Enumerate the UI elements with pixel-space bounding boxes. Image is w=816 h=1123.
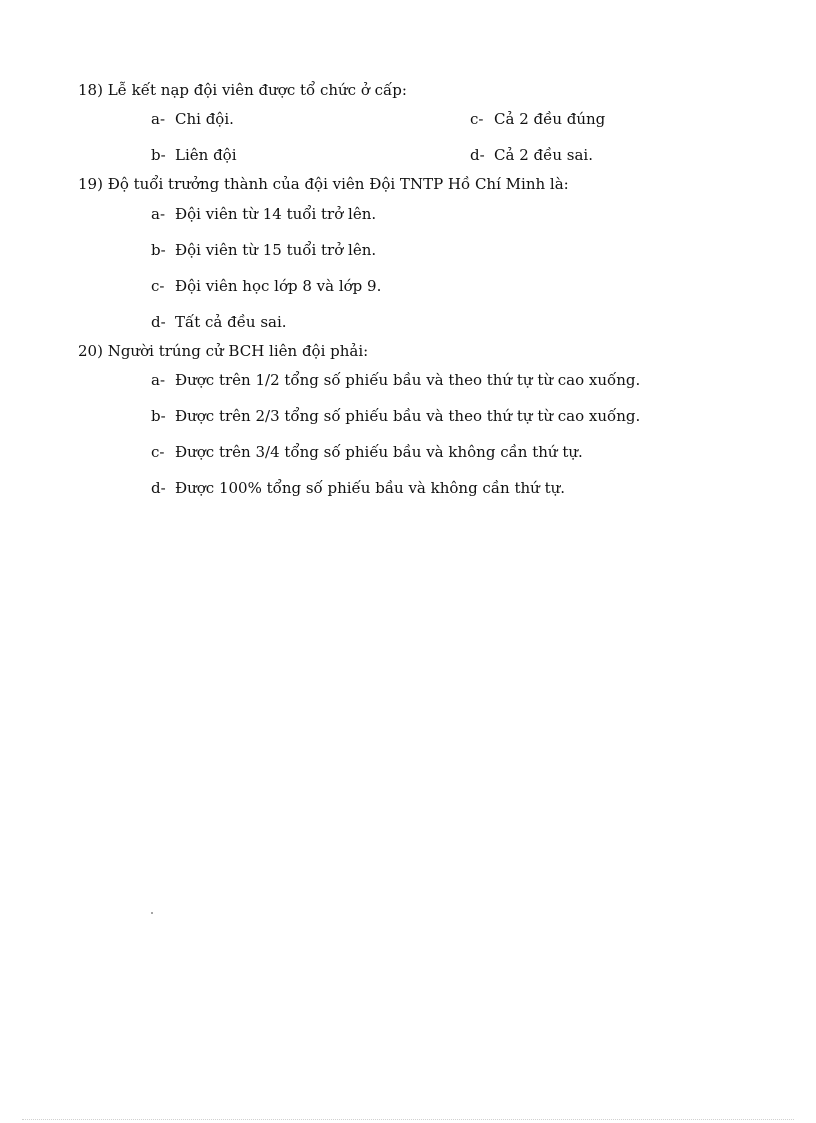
option-text: Chi đội.: [175, 110, 234, 128]
question-20-option-c: [151, 442, 583, 462]
stray-mark: [151, 912, 153, 914]
question-18-option-b: [151, 145, 237, 165]
question-20-option-d: [151, 478, 565, 498]
option-letter: d-: [151, 479, 166, 497]
page-bottom-divider: [22, 1119, 794, 1120]
option-letter: c-: [151, 277, 165, 295]
option-text: Tất cả đều sai.: [175, 313, 287, 331]
question-20-option-a: [151, 370, 640, 390]
question-18-option-d: [470, 145, 593, 165]
option-text: Đội viên từ 15 tuổi trở lên.: [175, 241, 377, 259]
option-letter: b-: [151, 241, 166, 259]
option-letter: d-: [151, 313, 166, 331]
option-letter: c-: [470, 110, 484, 128]
option-text: Được 100% tổng số phiếu bầu và không cần thứ tự.: [175, 479, 566, 497]
question-18-title: 18) Lễ kết nạp đội viên được tổ chức ở cấp:: [78, 81, 407, 99]
option-text: Được trên 3/4 tổng số phiếu bầu và không cần thứ tự.: [175, 443, 583, 461]
question-18-option-a: [151, 109, 234, 129]
question-19-option-b: [151, 240, 376, 260]
option-text: Cả 2 đều sai.: [494, 146, 593, 164]
option-text: Đội viên học lớp 8 và lớp 9.: [175, 277, 382, 295]
question-19-title: 19) Độ tuổi trưởng thành của đội viên Đội TNTP Hồ Chí Minh là:: [78, 175, 569, 193]
option-letter: b-: [151, 146, 166, 164]
option-text: Liên đội: [175, 146, 237, 164]
option-letter: c-: [151, 443, 165, 461]
option-letter: b-: [151, 407, 166, 425]
option-text: Cả 2 đều đúng: [494, 110, 606, 128]
question-19-option-c: [151, 276, 381, 296]
question-20-title: 20) Người trúng cử BCH liên đội phải:: [78, 342, 369, 360]
question-19-option-d: [151, 312, 287, 332]
option-letter: d-: [470, 146, 485, 164]
option-text: Đội viên từ 14 tuổi trở lên.: [175, 205, 377, 223]
option-text: Được trên 1/2 tổng số phiếu bầu và theo thứ tự từ cao xuống.: [175, 371, 641, 389]
option-text: Được trên 2/3 tổng số phiếu bầu và theo thứ tự từ cao xuống.: [175, 407, 641, 425]
question-20-option-b: [151, 406, 640, 426]
option-letter: a-: [151, 110, 166, 128]
question-18-option-c: [470, 109, 605, 129]
option-letter: a-: [151, 371, 166, 389]
question-19-option-a: [151, 204, 376, 224]
option-letter: a-: [151, 205, 166, 223]
